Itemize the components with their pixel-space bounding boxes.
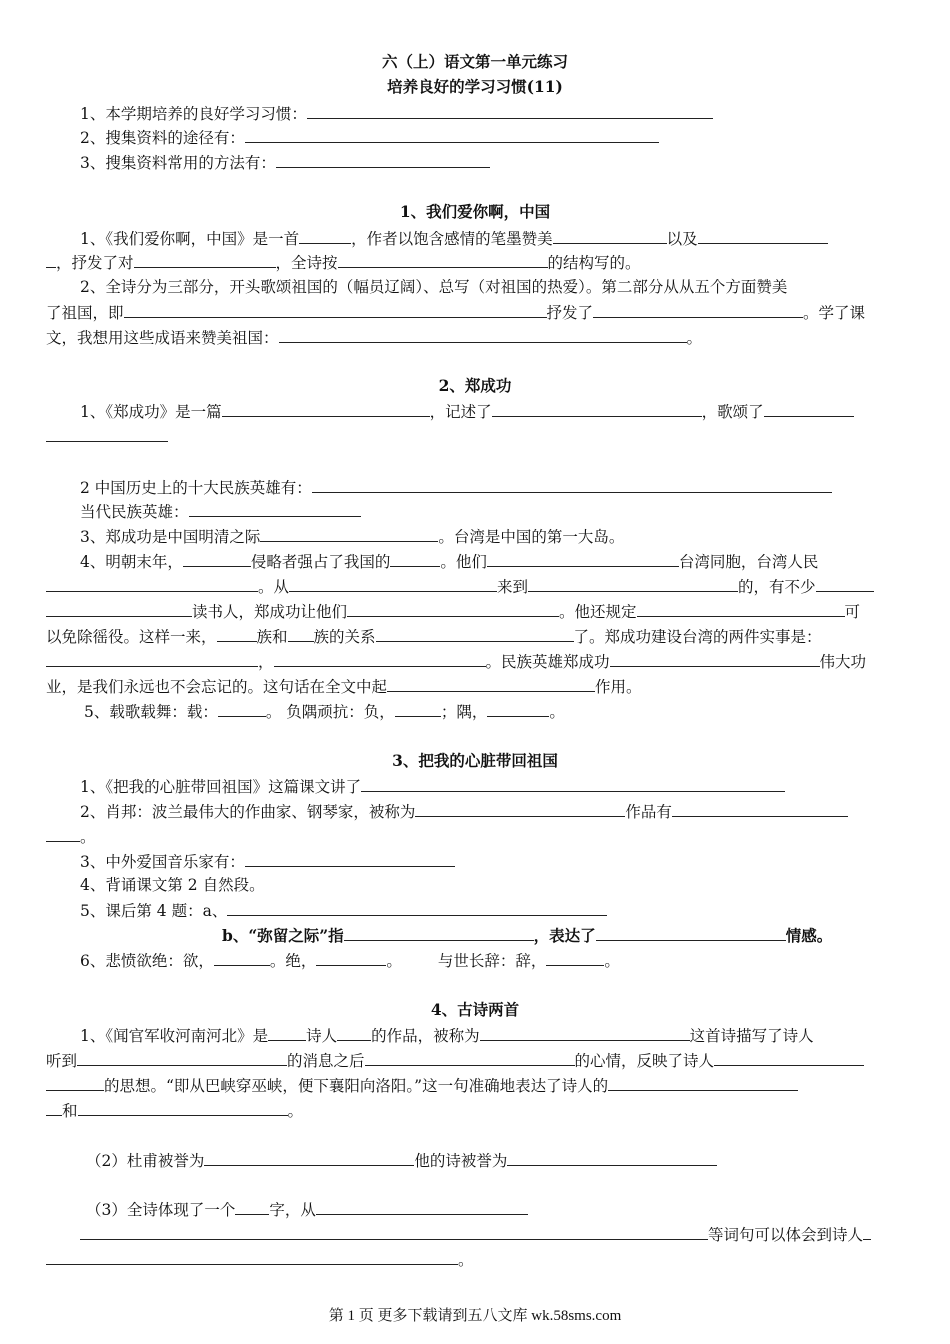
lesson-2-question-4-line-2: 。从 来到 的，有不少 [46, 576, 874, 597]
lesson-4-question-1-line-1: 1、《闻官军收河南河北》是 诗人 的作品，被称为 这首诗描写了诗人 [80, 1027, 814, 1045]
lesson-2-question-4-line-5: ， 。民族英雄郑成功 伟大功 [46, 651, 866, 672]
habit-question-2: 2、搜集资料的途径有： [80, 127, 659, 148]
lesson-4-question-3-line-3: 。 [46, 1249, 474, 1270]
habit-question-1: 1、本学期培养的良好学习习惯： [80, 103, 713, 124]
lesson-4-question-3-line-2: 等词句可以体会到诗人 [80, 1224, 871, 1245]
lesson-3-question-4: 4、背诵课文第 2 自然段。 [80, 876, 265, 894]
page-title: 六（上）语文第一单元练习 [381, 52, 568, 71]
lesson-2-heading: 2、郑成功 [438, 376, 512, 395]
lesson-1-heading: 1、我们爱你啊，中国 [399, 202, 551, 221]
lesson-2-question-4-line-3: 读书人，郑成功让他们 。他还规定 可 [46, 601, 860, 622]
lesson-4-question-3: （3）全诗体现了一个 字，从 [86, 1199, 528, 1220]
lesson-4-question-1-line-2: 听到 的消息之后 的心情，反映了诗人 [46, 1050, 864, 1071]
lesson-1-question-1-line-1: 1、《我们爱你啊，中国》是一首 ，作者以饱含感情的笔墨赞美 以及 [80, 228, 828, 249]
lesson-4-question-1-line-4: 和 。 [46, 1100, 303, 1121]
lesson-3-question-2-cont: 。 [46, 826, 96, 847]
lesson-3-question-2: 2、肖邦：波兰最伟大的作曲家、钢琴家，被称为 作品有 [80, 801, 848, 822]
lesson-4-heading: 4、古诗两首 [430, 1000, 520, 1019]
lesson-2-question-4-line-6: 业，是我们永远也不会忘记的。这句话在全文中起 作用。 [46, 678, 642, 696]
lesson-4-question-2: （2）杜甫被誉为 他的诗被誉为 [86, 1150, 717, 1171]
lesson-2-question-5: 5、载歌载舞：载： 。 负隅顽抗：负， ；隅， 。 [84, 703, 565, 721]
lesson-3-heading: 3、把我的心脏带回祖国 [392, 751, 558, 770]
habit-question-3: 3、搜集资料常用的方法有： [80, 152, 490, 173]
lesson-2-question-4-line-4: 以免除徭役。这样一来， 族和 族的关系 了。郑成功建设台湾的两件实事是： [46, 628, 822, 646]
lesson-2-question-2: 2 中国历史上的十大民族英雄有： [80, 477, 832, 498]
lesson-2-question-1: 1、《郑成功》是一篇 ，记述了 ，歌颂了 [80, 401, 854, 422]
lesson-1-question-2-line-2: 了祖国，即 抒发了 。学了课 [46, 304, 866, 322]
lesson-3-question-1: 1、《把我的心脏带回祖国》这篇课文讲了 [80, 776, 785, 797]
lesson-1-question-1-line-2: ，抒发了对 ，全诗按 的结构写的。 [46, 252, 641, 273]
lesson-3-question-5a: 5、课后第 4 题：a、 [80, 900, 607, 921]
lesson-2-question-1-cont [46, 426, 168, 447]
lesson-3-question-5b: b、“弥留之际”指 ，表达了 情感。 [222, 926, 833, 945]
lesson-2-question-2-cont: 当代民族英雄： [80, 501, 361, 522]
lesson-4-question-1-line-3: 的思想。“即从巴峡穿巫峡，便下襄阳向洛阳。”这一句准确地表达了诗人的 [46, 1075, 798, 1096]
lesson-1-question-2-line-1: 2、全诗分为三部分，开头歌颂祖国的（幅员辽阔）、总写（对祖国的热爱）。第二部分从从五个方面赞美 [80, 278, 788, 296]
lesson-2-question-3: 3、郑成功是中国明清之际 。台湾是中国的第一大岛。 [80, 528, 625, 546]
lesson-3-question-3: 3、中外爱国音乐家有： [80, 851, 455, 872]
lesson-1-question-2-line-3: 文，我想用这些成语来赞美祖国： 。 [46, 329, 703, 347]
page-footer: 第 1 页 更多下载请到五八文库 wk.58sms.com [328, 1308, 622, 1324]
lesson-3-question-6: 6、悲愤欲绝：欲， 。绝， 。 与世长辞：辞， 。 [80, 952, 620, 970]
page-subtitle: 培养良好的学习习惯(11) [387, 77, 563, 96]
lesson-2-question-4-line-1: 4、明朝末年， 侵略者强占了我国的 。他们 台湾同胞，台湾人民 [80, 553, 819, 571]
